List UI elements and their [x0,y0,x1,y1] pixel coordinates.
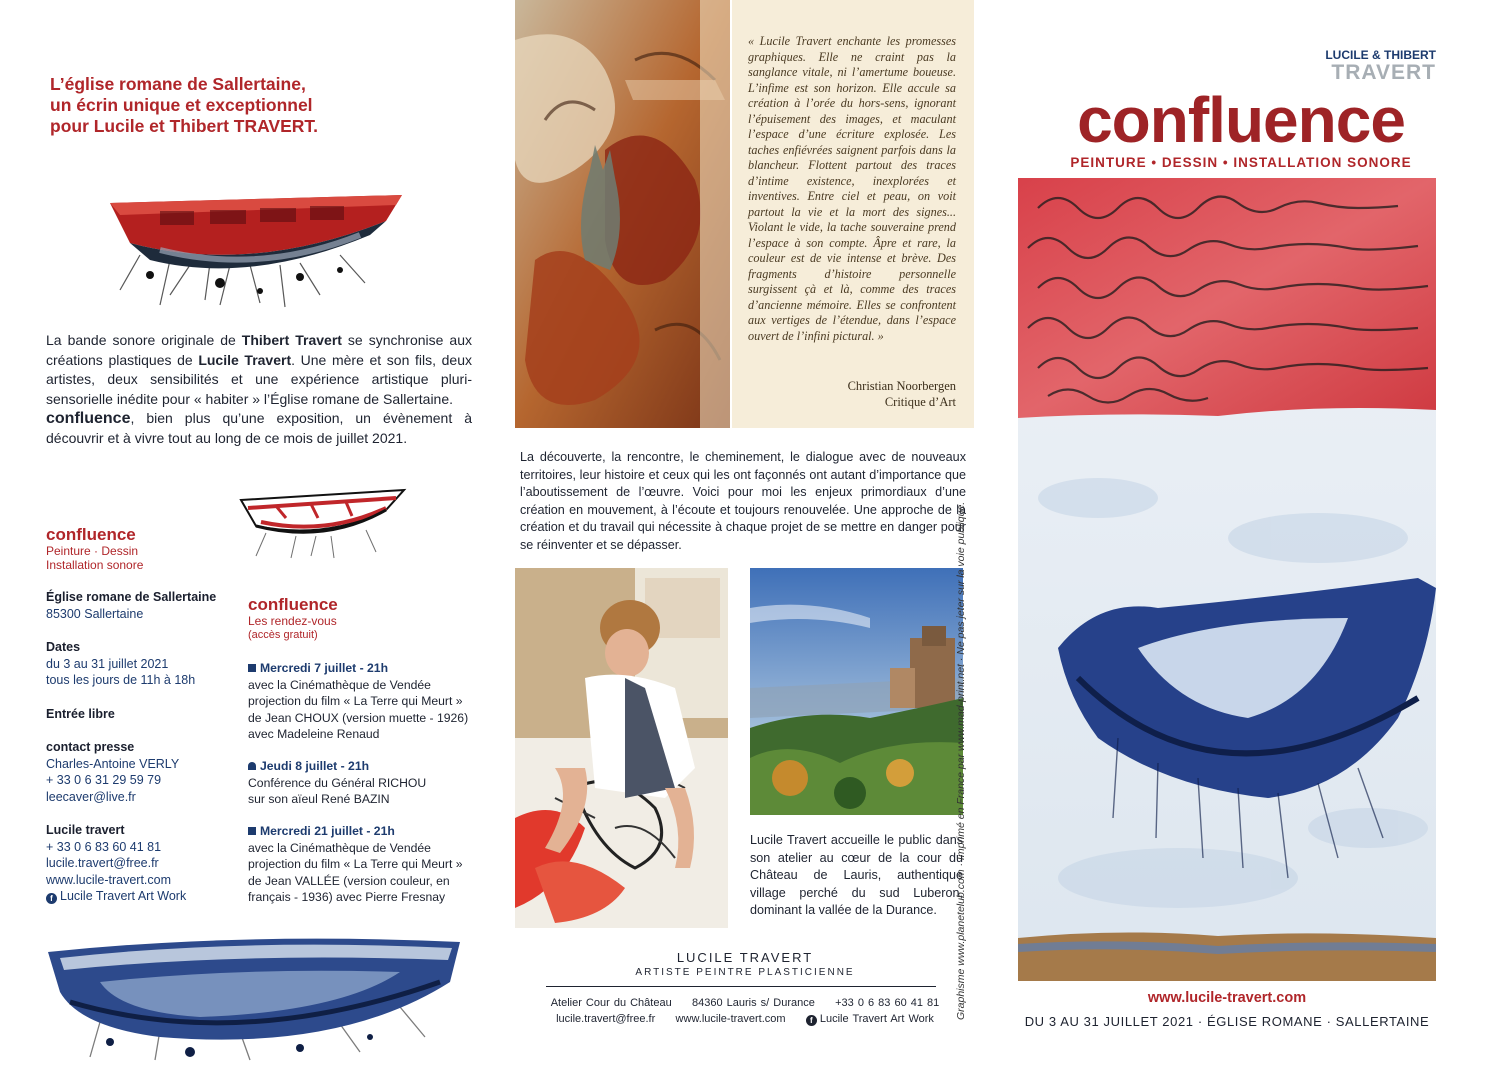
event-3-line: projection du film « La Terre qui Meurt » [248,857,463,871]
lucile-title: Lucile travert [46,823,125,837]
headline [50,74,410,137]
cover-dates: DU 3 AU 31 JUILLET 2021 · ÉGLISE ROMANE · SALLERTAINE [1024,1014,1430,1029]
cover-names-top: LUCILE & THIBERT [1325,48,1436,62]
facebook-icon: f [46,893,57,904]
critic-quote: « Lucile Travert enchante les promesses graphiques. Elle ne craint pas la sanglance vitale, ni l’amertume boueuse. L’infime est son horizon. Elle accule sa création à l’orée du hors-sens, ignorant l’épuisement des images, et maculant l’espace d’une écriture explosée. Les taches enfiévrées saignent parfois dans la blancheur. Flottent partout des traces d’intime existence, inexplorées et inventives. Entre ciel et peau, on voit partout la vie et la mort des signes... Violant le vide, la tache souveraine prend l’espace à son compte. Âpre et rare, la couleur est de vie intense et brève. Des fragments d’histoire personnelle surgissent çà et là, comme des traces d’ancienne mémoire. Elles se confrontent aux vertiges de l’étendue, dans l’espace ouvert de l’infini pictural. » [748,34,956,343]
intro-text-d: , bien plus qu’une exposition, un évènement à découvrir et à vivre tout au long de ce mois de juillet 2021. [46,410,472,446]
dates-block [46,639,246,689]
venue-city: 85300 Sallertaine [46,606,144,621]
cover-names-main: TRAVERT [1331,61,1436,84]
event-2-line: sur son aïeul René BAZIN [248,792,390,806]
lucile-facebook[interactable] [46,888,246,905]
intro-text [46,331,472,448]
name-lucile: Lucile Travert [198,351,292,368]
studio-email-web[interactable]: lucile.travert@free.fr www.lucile-travert.com [556,1013,806,1025]
artist-at-work-photo [515,568,728,928]
entry-label: Entrée libre [46,707,115,721]
event-2-title [248,758,498,775]
headline-line-1: L’église romane de Sallertaine, [50,74,306,94]
event-3-title [248,823,498,840]
cover-title: confluence [1077,84,1405,156]
intro-text-c: . Une mère et son fils, deux artistes, deux sensibilités et une expérience artistique pluri-sensorielle inédite pour « habiter » l’Église romane de Sallertaine. [46,351,473,407]
press-email[interactable]: leecaver@live.fr [46,789,136,804]
events-sub: Les rendez-vous [248,614,337,628]
panel-cover [990,0,1500,1072]
lucile-email[interactable]: lucile.travert@free.fr [46,856,159,870]
press-block [46,739,246,805]
event-1 [248,660,498,743]
event-1-date: Mercredi 7 juillet - 21h [260,661,389,675]
info-sub-1: Peinture · Dessin [46,544,139,558]
event-2 [248,758,498,808]
blue-boat-painting [40,912,472,1062]
event-2-line: Conférence du Général RICHOU [248,775,427,790]
press-title: contact presse [46,740,135,754]
events-header [248,596,498,642]
event-3-line: français - 1936) avec Pierre Fresnay [248,890,446,904]
lucile-block [46,822,246,905]
studio-contact-line-1: Atelier Cour du Château 84360 Lauris s/ Durance +33 0 6 83 60 41 81 [550,997,940,1009]
venue-block [46,589,246,622]
calendar-icon [248,664,256,672]
events-brand: confluence [248,595,338,614]
events-free: (accès gratuit) [248,629,318,641]
press-phone[interactable]: + 33 0 6 31 29 59 79 [46,773,162,787]
info-brand: confluence [46,525,136,544]
quote-author: Christian Noorbergen [847,379,956,393]
headline-line-3: pour Lucile et Thibert TRAVERT. [50,116,319,136]
studio-contact-line-2 [500,1013,990,1026]
intro-text-a: La bande sonore originale de [46,332,242,348]
print-credits-vertical: Graphisme www.planetelub.com · Imprimé en France par www.mad-print.net · Ne pas jeter sur la voie publique. [955,501,967,1020]
event-1-line: de Jean CHOUX (version muette - 1926) [248,710,469,725]
cover-artwork [1018,178,1436,981]
dates-title: Dates [46,640,81,654]
lucile-website[interactable]: www.lucile-travert.com [46,872,172,887]
studio-facebook[interactable]: Lucile Travert Art Work [819,1013,934,1025]
signature-role: ARTISTE PEINTRE PLASTICIENNE [635,967,855,978]
press-name: Charles-Antoine VERLY [46,756,180,771]
intro-paragraph-1 [46,331,472,409]
name-thibert: Thibert Travert [241,332,342,348]
event-3-line: de Jean VALLÉE (version couleur, en [248,873,450,888]
cover-artist-names [1325,48,1436,84]
panel-inside-left [0,0,500,1072]
entry-block [46,706,246,723]
red-boat-sketch [236,478,408,560]
signature-divider [546,986,936,987]
intro-paragraph-2 [46,409,472,448]
event-1-line: projection du film « La Terre qui Meurt » [248,694,463,708]
info-brand-block [46,526,236,572]
lauris-village-photo [750,568,963,815]
event-1-title [248,660,498,677]
person-icon [248,762,256,770]
studio-caption: Lucile Travert accueille le public dans son atelier au cœur de la cour du Château de Lauris, authentique village perché du sud Luberon, dominant la vallée de la Durance. [750,833,963,917]
intro-text-b: se synchronise aux créations plastiques de [46,332,472,368]
info-sub-2: Installation sonore [46,558,144,572]
lucile-facebook-label: Lucile Travert Art Work [60,889,187,903]
headline-line-2: un écrin unique et exceptionnel [50,95,313,115]
quote-attribution [800,378,956,410]
event-1-line: avec Madeleine Renaud [248,727,380,741]
calendar-icon [248,827,256,835]
event-2-date: Jeudi 8 juillet - 21h [260,759,370,773]
cover-website[interactable]: www.lucile-travert.com [1147,990,1307,1006]
facebook-icon: f [806,1015,817,1026]
red-boat-painting [100,165,412,310]
panel-inside-middle [500,0,990,1072]
lucile-phone[interactable]: + 33 0 6 83 60 41 81 [46,839,162,854]
event-3 [248,823,498,906]
event-3-line: avec la Cinémathèque de Vendée [248,840,431,855]
intro-brand: confluence [46,410,131,427]
venue-title: Église romane de Sallertaine [46,590,217,604]
cover-subtitle: PEINTURE • DESSIN • INSTALLATION SONORE [1070,155,1412,170]
dates-hours: tous les jours de 11h à 18h [46,673,196,687]
dates-range: du 3 au 31 juillet 2021 [46,656,169,671]
artist-statement: La découverte, la rencontre, le cheminement, le dialogue avec de nouveaux territoires, leur histoire et ceux qui les ont façonnés ont autant d’importance que l’aboutissement de l’œuvre. Voici pour moi les enjeux primordiaux d’une création en mouvement, à l’écoute et toujours renouvelée. Une approche de la création et du travail qui nécessite à chaque projet de se mettre en danger pour se réinventer et se dépasser. [520,450,966,552]
artwork-photo-wall [515,0,730,428]
event-3-date: Mercredi 21 juillet - 21h [260,824,395,838]
event-1-line: avec la Cinémathèque de Vendée [248,677,431,692]
quote-role: Critique d’Art [884,395,956,409]
signature-name: LUCILE TRAVERT [676,950,814,965]
